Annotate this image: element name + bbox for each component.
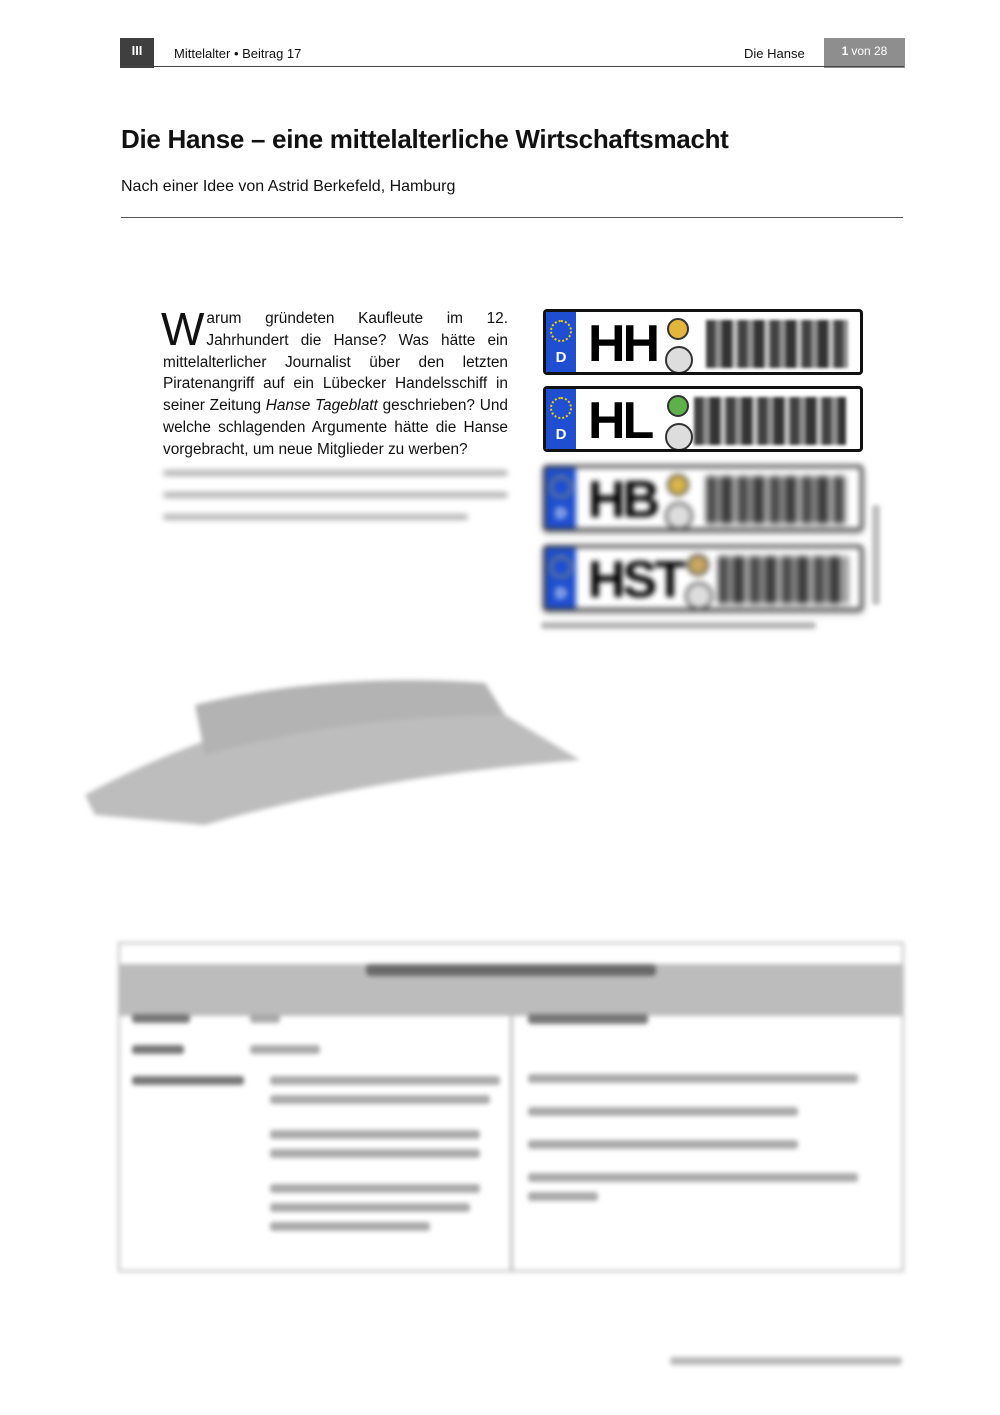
- pixelated-plate-number: [694, 397, 846, 445]
- inspection-seal-icon: [667, 318, 689, 340]
- blurred-photo-credit: [872, 505, 880, 605]
- blurred-image-caption: [541, 622, 816, 629]
- pixelated-plate-number: [718, 556, 848, 604]
- page-indicator: [824, 38, 905, 68]
- inspection-seal-icon: [667, 474, 689, 496]
- page-total: von 28: [851, 44, 888, 58]
- summary-left-column: [132, 1014, 502, 1253]
- section-mark: III: [120, 38, 154, 68]
- header-rule: [120, 66, 904, 67]
- blurred-text: [163, 470, 508, 536]
- page-title: Die Hanse – eine mittelalterliche Wirtschaftsmacht: [121, 124, 729, 154]
- inspection-seal-icon: [687, 554, 709, 576]
- eu-band: [546, 389, 576, 449]
- eu-stars-icon: [550, 320, 572, 342]
- seal-icons: [664, 318, 696, 372]
- country-code: D: [555, 349, 567, 366]
- plate-hb: [543, 465, 863, 531]
- pixelated-plate-number: [706, 476, 846, 524]
- eu-stars-icon: [550, 556, 572, 578]
- plate-code: HL: [588, 392, 652, 450]
- newspaper-name: Hanse Tageblatt: [265, 397, 378, 415]
- dropcap: W: [161, 303, 205, 355]
- country-code: D: [555, 585, 567, 602]
- plate-code: HH: [588, 315, 658, 373]
- seal-icons: [664, 395, 696, 449]
- state-seal-icon: [665, 423, 693, 451]
- series-label: Mittelalter • Beitrag 17: [174, 46, 302, 61]
- country-code: D: [555, 505, 567, 522]
- eu-band: [546, 312, 576, 372]
- eu-band: [546, 468, 576, 528]
- inspection-seal-icon: [667, 395, 689, 417]
- topic-label: Die Hanse: [744, 46, 805, 61]
- summary-right-column: [528, 1014, 888, 1201]
- seal-icons: [664, 474, 696, 528]
- eu-stars-icon: [550, 476, 572, 498]
- page-current: 1: [841, 44, 849, 58]
- blurred-footer: [670, 1357, 902, 1365]
- country-code: D: [555, 426, 567, 443]
- eu-stars-icon: [550, 397, 572, 419]
- pixelated-plate-number: [706, 320, 848, 368]
- intro-paragraph: [161, 303, 508, 461]
- summary-divider: [510, 996, 513, 1270]
- plate-hst: [543, 545, 863, 611]
- eu-band: [546, 548, 576, 608]
- plate-code: HST: [588, 551, 683, 609]
- author-line: Nach einer Idee von Astrid Berkefeld, Hamburg: [121, 178, 456, 195]
- state-seal-icon: [665, 502, 693, 530]
- plate-hl: [543, 386, 863, 452]
- summary-box: [118, 942, 904, 1272]
- state-seal-icon: [685, 582, 713, 610]
- ribbon-shape: [75, 675, 595, 845]
- title-rule: [121, 217, 903, 218]
- ribbon-banner: [75, 675, 595, 849]
- intro-text-2: geschrieben? Und welche schlagenden Argumente hätte die Hanse vorgebracht, um neue Mitglieder zu werben?: [163, 397, 508, 458]
- seal-icons: [684, 554, 716, 608]
- state-seal-icon: [665, 346, 693, 374]
- plate-hh: [543, 309, 863, 375]
- plate-code: HB: [588, 471, 658, 529]
- intro-text-1: arum gründeten Kaufleute im 12. Jahrhundert die Hanse? Was hätte ein mittelalterlicher Journalist über den letzten Piratenangriff auf ein Lübecker Handelsschiff in seiner Zeitung: [163, 310, 508, 415]
